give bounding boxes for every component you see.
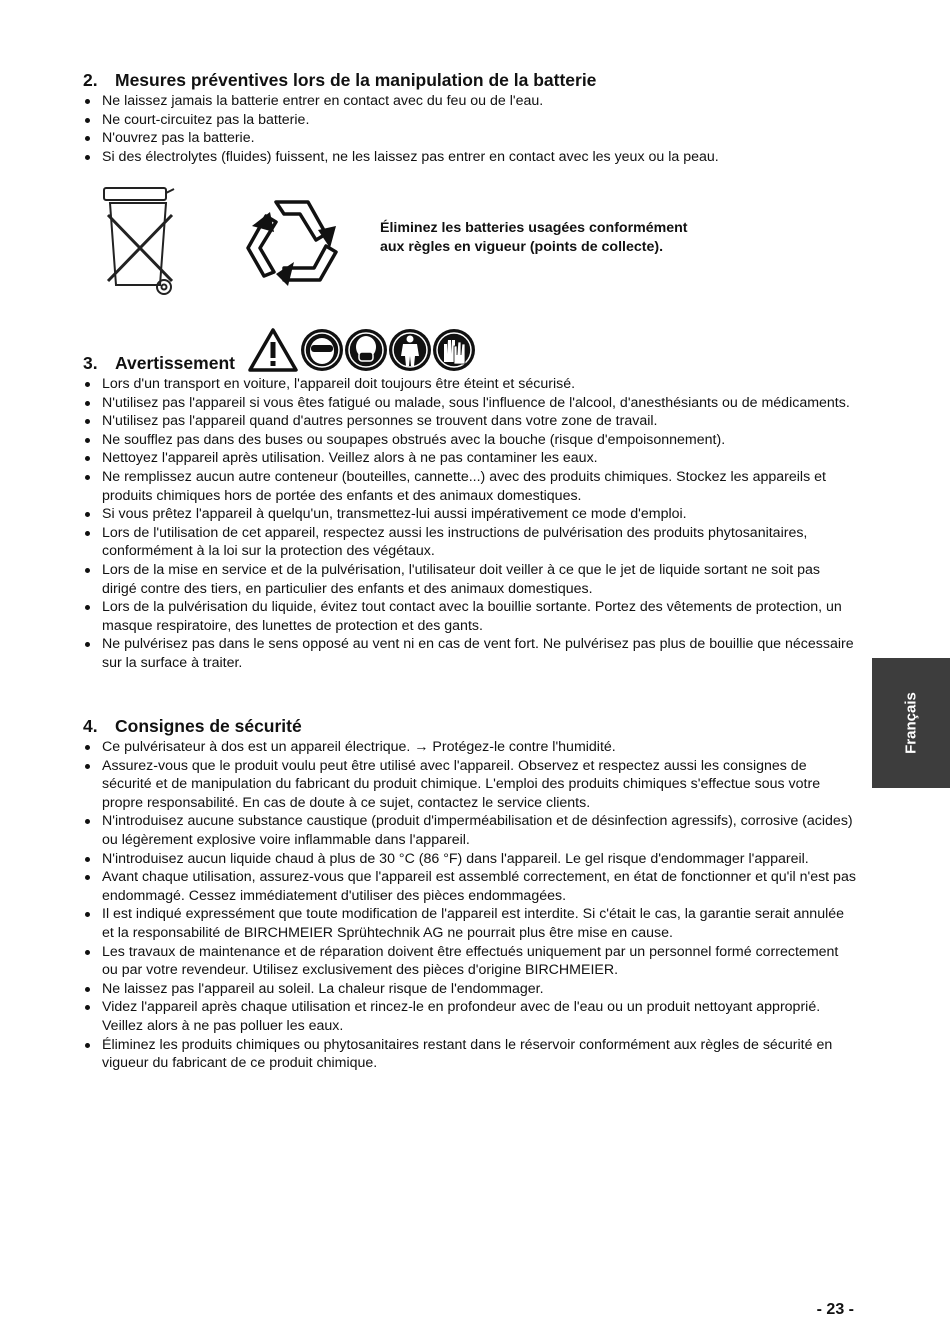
section-3-title: Avertissement [115, 353, 235, 373]
safety-goggles-icon [300, 328, 344, 372]
list-item: Si vous prêtez l'appareil à quelqu'un, transmettez-lui aussi impérativement ce mode d'emploi. [83, 505, 858, 524]
section-3-list [83, 375, 858, 673]
list-item: Ne pulvérisez pas dans le sens opposé au vent ni en cas de vent fort. Ne pulvérisez pas plus de bouillie que nécessaire sur la surface à traiter. [83, 635, 858, 672]
list-item: N'introduisez aucun liquide chaud à plus de 30 °C (86 °F) dans l'appareil. Le gel risque d'endommager l'appareil. [83, 850, 858, 869]
list-item: N'utilisez pas l'appareil quand d'autres personnes se trouvent dans votre zone de travail. [83, 412, 858, 431]
section-3-number: 3. [83, 353, 98, 373]
section-warning [83, 353, 858, 673]
section-4-number: 4. [83, 716, 98, 736]
respirator-mask-icon [344, 328, 388, 372]
list-item: Il est indiqué expressément que toute modification de l'appareil est interdite. Si c'était le cas, la garantie serait annulée et la responsabilité de BIRCHMEIER Sprühtechnik AG ne pourrait plus être mise en cause. [83, 905, 858, 942]
list-item: Lors de la pulvérisation du liquide, évitez tout contact avec la bouillie sortante. Portez des vêtements de protection, un masque respiratoire, des lunettes de protection et des gants. [83, 598, 858, 635]
warning-triangle-icon [247, 327, 299, 373]
disposal-instructions [380, 219, 740, 256]
list-item: Assurez-vous que le produit voulu peut être utilisé avec l'appareil. Observez et respectez aussi les consignes de sécurité et de manipulation du fabricant du produit chimique. L'emploi des produits chimiques s'effectue sous votre propre responsabilité. En cas de doute à ce sujet, contactez le service clients. [83, 757, 858, 813]
section-2-list [83, 92, 858, 166]
section-battery-precautions [83, 70, 858, 166]
section-4-heading [83, 716, 858, 736]
list-item: Lors de la mise en service et de la pulvérisation, l'utilisateur doit veiller à ce que le jet de liquide sortant ne soit pas dirigé contre des tiers, en particulier des enfants et des animaux domestiques. [83, 561, 858, 598]
list-item: Éliminez les produits chimiques ou phytosanitaires restant dans le réservoir conformément aux règles de sécurité en vigueur du fabricant de ce produit chimique. [83, 1036, 858, 1073]
list-item: N'introduisez aucune substance caustique (produit d'imperméabilisation et de désinfection agressifs), corrosive (acides) ou légèrement explosive voire inflammable dans l'appareil. [83, 812, 858, 849]
page-number: - 23 - [816, 1301, 854, 1318]
list-item: N'ouvrez pas la batterie. [83, 129, 858, 148]
section-2-title: Mesures préventives lors de la manipulation de la batterie [115, 70, 597, 90]
crossed-bin-icon [100, 185, 180, 300]
section-2-heading [83, 70, 858, 90]
section-4-title: Consignes de sécurité [115, 716, 302, 736]
list-item: Ce pulvérisateur à dos est un appareil électrique. → Protégez-le contre l'humidité. [83, 738, 858, 757]
list-item: Si des électrolytes (fluides) fuissent, ne les laissez pas entrer en contact avec les yeux ou la peau. [83, 148, 858, 167]
language-side-tab [872, 658, 950, 788]
language-label: Français [902, 692, 920, 754]
list-item: Ne remplissez aucun autre conteneur (bouteilles, cannette...) avec des produits chimiques. Stockez les appareils et produits chimiques hors de portée des enfants et des animaux domestiques. [83, 468, 858, 505]
list-item: Ne court-circuitez pas la batterie. [83, 111, 858, 130]
protective-suit-icon [388, 328, 432, 372]
list-item: Lors d'un transport en voiture, l'appareil doit toujours être éteint et sécurisé. [83, 375, 858, 394]
protective-gloves-icon [432, 328, 476, 372]
disposal-line-2: aux règles en vigueur (points de collecte). [380, 238, 664, 255]
section-safety-instructions [83, 716, 858, 1073]
list-item: Les travaux de maintenance et de réparation doivent être effectués uniquement par un personnel formé correctement ou par votre revendeur. Utilisez exclusivement des pièces d'origine BIRCHMEIER. [83, 943, 858, 980]
section-4-list [83, 738, 858, 1073]
disposal-line-1: Éliminez les batteries usagées conformément [380, 220, 688, 236]
recycling-icon [238, 190, 353, 300]
list-item: Ne soufflez pas dans des buses ou soupapes obstrués avec la bouche (risque d'empoisonnement). [83, 431, 858, 450]
list-item: Nettoyez l'appareil après utilisation. Veillez alors à ne pas contaminer les eaux. [83, 449, 858, 468]
list-item: Ne laissez pas l'appareil au soleil. La chaleur risque de l'endommager. [83, 980, 858, 999]
list-item: Lors de l'utilisation de cet appareil, respectez aussi les instructions de pulvérisation des produits phytosanitaires, conformément à la loi sur la protection des végétaux. [83, 524, 858, 561]
list-item: Videz l'appareil après chaque utilisation et rincez-le en profondeur avec de l'eau ou un produit nettoyant approprié. Veillez alors à ne pas polluer les eaux. [83, 998, 858, 1035]
section-2-number: 2. [83, 70, 98, 90]
list-item: N'utilisez pas l'appareil si vous êtes fatigué ou malade, sous l'influence de l'alcool, d'anesthésiants ou de médicaments. [83, 394, 858, 413]
list-item: Avant chaque utilisation, assurez-vous que l'appareil est assemblé correctement, en état de fonctionner et qu'il n'est pas endommagé. Cessez immédiatement d'utiliser des pièces endommagées. [83, 868, 858, 905]
list-item: Ne laissez jamais la batterie entrer en contact avec du feu ou de l'eau. [83, 92, 858, 111]
